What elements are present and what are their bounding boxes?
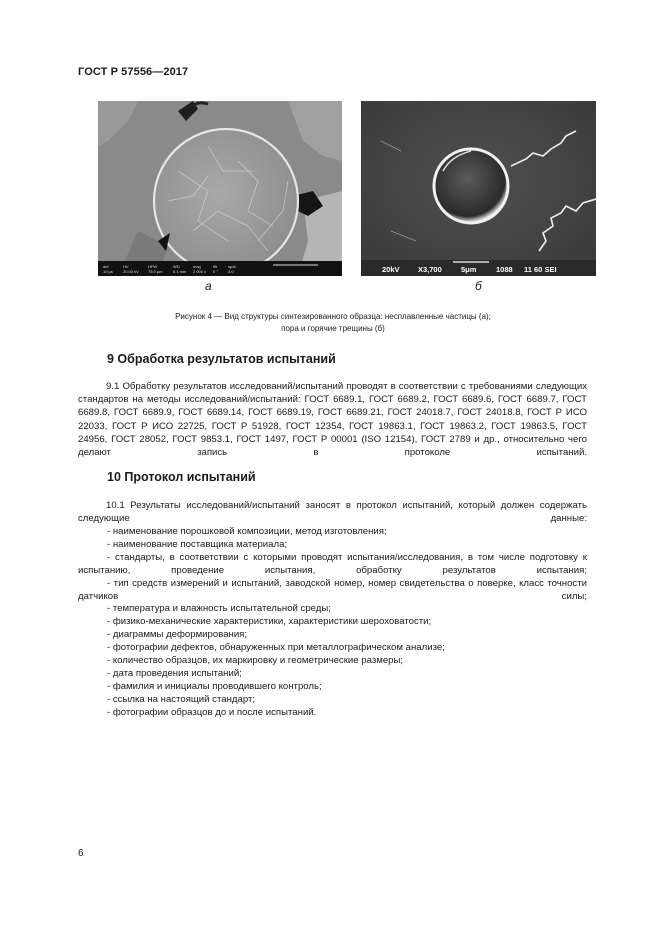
document-header: ГОСТ Р 57556—2017 <box>78 66 189 78</box>
svg-text:3.0: 3.0 <box>228 269 234 274</box>
svg-text:HFW: HFW <box>148 264 158 269</box>
svg-text:75.9 µm: 75.9 µm <box>148 269 163 274</box>
list-item: - физико-механические характеристики, характеристики шероховатости; <box>107 616 432 627</box>
micrograph-a <box>98 101 342 276</box>
sem-scale: 5μm <box>461 265 477 274</box>
svg-text:spot: spot <box>228 264 236 269</box>
sem-magnification: X3,700 <box>418 265 442 274</box>
svg-text:det: det <box>103 264 109 269</box>
svg-text:20.00 kV: 20.00 kV <box>123 269 139 274</box>
svg-text:0 °: 0 ° <box>213 269 218 274</box>
section-10-paragraph: 10.1 Результаты исследований/испытаний заносят в протокол испытаний, который должен содержать следующие данные: <box>78 500 587 525</box>
svg-text:10 µs: 10 µs <box>103 269 113 274</box>
figure-label-b: б <box>475 279 482 293</box>
section-9-paragraph: 9.1 Обработку результатов исследований/испытаний проводят в соответствии с требованиями следующих стандартов на методы исследований/испытаний: ГОСТ 6689.1, ГОСТ 6689.2, ГОСТ 6689.6, ГОСТ 6689.7, ГОСТ 6689.8, ГОСТ 6689.9, ГОСТ 6689.14, ГОСТ 6689.19, ГОСТ 6689.21, ГОСТ 24018.7, ГОСТ 24018.8, ГОСТ Р ИСО 22033, ГОСТ Р ИСО 22725, ГОСТ Р 51928, ГОСТ 12354, ГОСТ 19863.1, ГОСТ 19863.2, ГОСТ 19863.5, ГОСТ 24956, ГОСТ 28052, ГОСТ 9853.1, ГОСТ 1497, ГОСТ Р 00001 (ISO 12154), ГОСТ 2789 и др., относительно чего делают запись в протоколе испытаний. <box>78 381 587 459</box>
svg-text:6.1 mm: 6.1 mm <box>173 269 187 274</box>
sem-id: 11 60 SEI <box>524 265 557 274</box>
sem-number: 1088 <box>496 265 513 274</box>
svg-text:2 000 x: 2 000 x <box>193 269 207 274</box>
svg-text:mag: mag <box>193 264 201 269</box>
section-10-heading: 10 Протокол испытаний <box>107 470 256 484</box>
list-item: - диаграммы деформирования; <box>107 629 248 640</box>
svg-text:HV: HV <box>123 264 129 269</box>
svg-text:tilt: tilt <box>213 264 217 269</box>
list-item: - фотографии дефектов, обнаруженных при металлографическом анализе; <box>107 642 445 653</box>
list-item: - дата проведения испытаний; <box>107 668 242 679</box>
sem-voltage: 20kV <box>382 265 400 274</box>
micrograph-b <box>361 101 596 276</box>
figure-caption-line2: пора и горячие трещины (б) <box>281 324 385 333</box>
list-item: - фотографии образцов до и после испытаний. <box>107 707 317 718</box>
list-item: - тип средств измерений и испытаний, заводской номер, номер свидетельства о поверке, класс точности датчиков силы; <box>78 578 587 603</box>
list-item: - наименование порошковой композиции, метод изготовления; <box>107 526 387 537</box>
list-item: - стандарты, в соответствии с которыми проводят испытания/исследования, в том числе подготовку к испытанию, проведение испытания, обработку результатов испытания; <box>78 552 587 577</box>
figure-label-a: а <box>205 279 212 293</box>
page-number: 6 <box>78 848 84 859</box>
list-item: - фамилия и инициалы проводившего контроль; <box>107 681 322 692</box>
section-9-heading: 9 Обработка результатов испытаний <box>107 352 336 366</box>
list-item: - температура и влажность испытательной среды; <box>107 603 331 614</box>
figure-caption-line1: Рисунок 4 — Вид структуры синтезированного образца: несплавленные частицы (а); <box>175 312 491 321</box>
svg-text:WD: WD <box>173 264 180 269</box>
list-item: - количество образцов, их маркировку и геометрические размеры; <box>107 655 404 666</box>
list-item: - ссылка на настоящий стандарт; <box>107 694 256 705</box>
list-item: - наименование поставщика материала; <box>107 539 288 550</box>
